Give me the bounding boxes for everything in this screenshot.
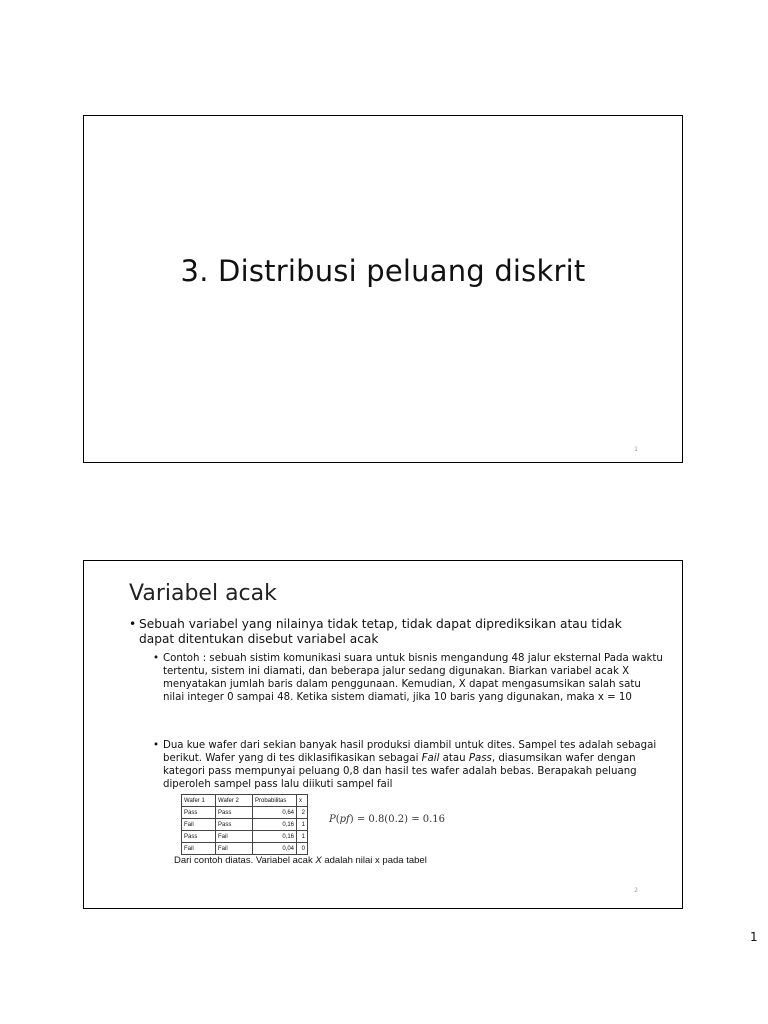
table-caption (174, 855, 427, 866)
caption-variable: X (315, 855, 322, 866)
bullet-definition-text: Sebuah variabel yang nilainya tidak tetap, tidak dapat diprediksikan atau tidak dapat ditentukan disebut variabel acak (139, 617, 622, 646)
wafer-text-fail: Fail (421, 753, 440, 764)
table-cell: 0,64 (253, 807, 297, 819)
slide-2-heading: Variabel acak (129, 581, 277, 606)
table-header-cell: Wafer 2 (216, 795, 253, 807)
table-header-row (182, 795, 308, 807)
bullet-example-communication (153, 652, 663, 704)
table-cell: Fail (216, 831, 253, 843)
bullet-definition (129, 617, 659, 647)
bullet-example-communication-text: Contoh : sebuah sistim komunikasi suara untuk bisnis mengandung 48 jalur eksternal Pada waktu tertentu, sistem ini diamati, dan beberapa jalur sedang digunakan. Biarkan variabel acak X menyatakan jumlah baris dalam penggunaan. Kemudian, X dapat mengasumsikan salah satu nilai integer 0 sampai 48. Ketika sistem diamati, jika 10 baris yang digunakan, maka x = 10 (163, 653, 663, 703)
wafer-text-pass: Pass (468, 753, 492, 764)
table-header-cell: Wafer 1 (182, 795, 216, 807)
table-cell: 0 (297, 843, 308, 855)
table-header-cell: Probabilitas (253, 795, 297, 807)
table-cell: Fail (182, 819, 216, 831)
table-row (182, 819, 308, 831)
slide-1 (83, 115, 683, 463)
caption-part2: adalah nilai x pada tabel (321, 855, 427, 866)
table-cell: Fail (216, 843, 253, 855)
bullet-dot-icon: • (153, 653, 160, 664)
slide-2 (83, 560, 683, 909)
table-cell: 0,16 (253, 831, 297, 843)
wafer-text-part2: , diasumsikan wafer dengan kategori pass mempunyai peluang 0,8 dan hasil tes wafer adalah bebas. Berapakah peluang diperoleh sampel pass lalu diikuti sampel fail (163, 753, 637, 790)
table-cell: Pass (182, 831, 216, 843)
bullet-dot-icon: • (153, 740, 160, 751)
slide-2-number: 2 (634, 887, 638, 894)
table-cell: 0,16 (253, 819, 297, 831)
bullet-example-wafer-text (163, 739, 663, 791)
caption-part1: Dari contoh diatas. Variabel acak (174, 855, 316, 866)
table-cell: Fail (182, 843, 216, 855)
table-row (182, 843, 308, 855)
table-cell: 1 (297, 819, 308, 831)
bullet-example-wafer (153, 739, 663, 791)
table-cell: Pass (182, 807, 216, 819)
table-cell: Pass (216, 807, 253, 819)
page-number: 1 (750, 930, 758, 944)
table-header-cell: x (297, 795, 308, 807)
table-row (182, 831, 308, 843)
table-row (182, 807, 308, 819)
table-cell: 2 (297, 807, 308, 819)
bullet-dot-icon: • (129, 617, 137, 631)
formula-rhs: = 0.8(0.2) = 0.16 (356, 814, 446, 825)
wafer-probability-table (181, 794, 308, 855)
formula-p: P (329, 814, 336, 825)
wafer-text-atau: atau (439, 753, 469, 764)
slide-1-number: 1 (634, 446, 638, 453)
table-cell: 1 (297, 831, 308, 843)
formula-arg: pf (339, 814, 350, 825)
probability-formula: P(pf) = 0.8(0.2) = 0.16 (329, 814, 446, 825)
wafer-text-part1: Dua kue wafer dari sekian banyak hasil produksi diambil untuk dites. Sampel tes adalah sebagai berikut. Wafer yang di tes diklasifikasikan sebagai (163, 740, 657, 764)
table-cell: 0,04 (253, 843, 297, 855)
slide-1-title: 3. Distribusi peluang diskrit (180, 254, 586, 288)
table-cell: Pass (216, 819, 253, 831)
